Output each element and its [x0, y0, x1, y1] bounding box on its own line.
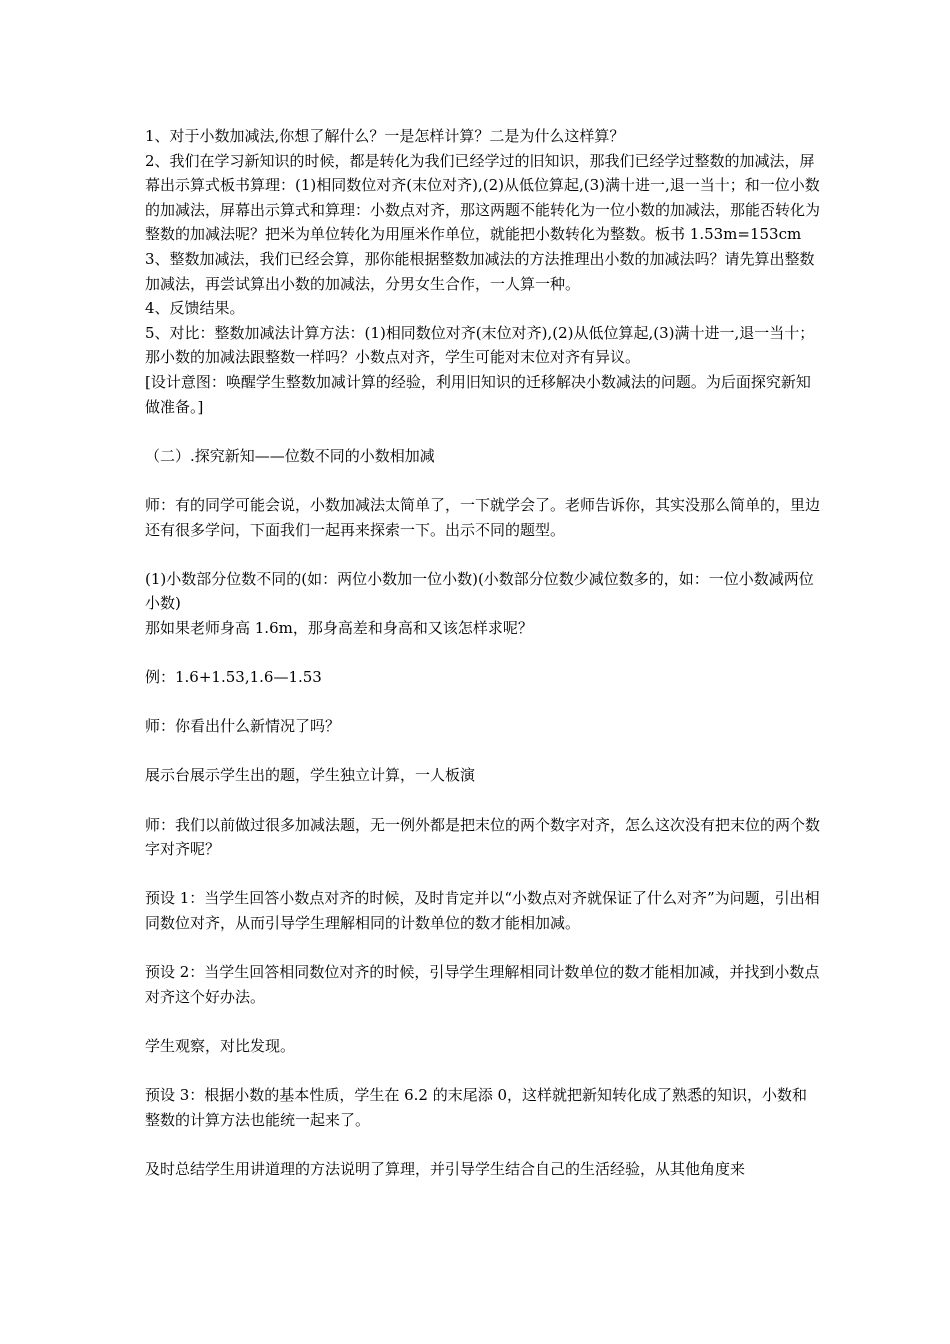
display-activity: 展示台展示学生出的题，学生独立计算，一人板演 [145, 766, 476, 785]
paragraph-3: 3、整数加减法，我们已经会算，那你能根据整数加减法的方法推理出小数的加减法吗？请先算出整数加减法，再尝试算出小数的加减法，分男女生合作，一人算一种。 [145, 249, 815, 293]
paragraph-2: 2、我们在学习新知识的时候，都是转化为我们已经学过的旧知识，那我们已经学过整数的加减法，屏幕出示算式板书算理：(1)相同数位对齐(末位对齐),(2)从低位算起,(3)满十进一,退一当十；和一位小数的加减法，屏幕出示算式和算理：小数点对齐，那这两题不能转化为一位小数的加减法，那能否转化为整数的加减法呢？把米为单位转化为用厘米作单位，就能把小数转化为整数。板书 1.53m=153cm [145, 151, 821, 244]
question-type-1: (1)小数部分位数不同的(如：两位小数加一位小数)(小数部分位数少减位数多的，如：一位小数减两位小数) [145, 569, 814, 613]
student-observation: 学生观察，对比发现。 [145, 1036, 296, 1055]
paragraph-4: 4、反馈结果。 [145, 299, 245, 318]
design-intent-note: [设计意图：唤醒学生整数加减计算的经验，利用旧知识的迁移解决小数减法的问题。为后面探究新知做准备。] [145, 372, 811, 416]
section-heading: （二）.探究新知——位数不同的小数相加减 [145, 446, 435, 465]
preset-1: 预设 1：当学生回答小数点对齐的时候，及时肯定并以“小数点对齐就保证了什么对齐”为问题，引出相同数位对齐，从而引导学生理解相同的计数单位的数才能相加减。 [145, 889, 820, 932]
paragraph-5: 5、对比：整数加减法计算方法：(1)相同数位对齐(末位对齐),(2)从低位算起,(3)满十进一,退一当十；那小数的加减法跟整数一样吗？小数点对齐，学生可能对末位对齐有异议。 [145, 323, 815, 367]
preset-2: 预设 2：当学生回答相同数位对齐的时候，引导学生理解相同计数单位的数才能相加减，并找到小数点对齐这个好办法。 [145, 963, 820, 1006]
teacher-alignment-question: 师：我们以前做过很多加减法题，无一例外都是把末位的两个数字对齐，怎么这次没有把末位的两个数字对齐呢？ [145, 815, 821, 859]
summary-paragraph: 及时总结学生用讲道理的方法说明了算理，并引导学生结合自己的生活经验，从其他角度来 [145, 1159, 746, 1178]
example: 例：1.6+1.53,1.6—1.53 [145, 668, 322, 687]
teacher-intro: 师：有的同学可能会说，小数加减法太简单了，一下就学会了。老师告诉你，其实没那么简单的，里边还有很多学问，下面我们一起再来探索一下。出示不同的题型。 [145, 495, 821, 539]
teacher-question: 师：你看出什么新情况了吗？ [145, 717, 341, 736]
document-body [145, 124, 820, 1182]
paragraph-1: 1、对于小数加减法,你想了解什么？一是怎样计算？二是为什么这样算？ [145, 127, 625, 145]
height-question: 那如果老师身高 1.6m，那身高差和身高和又该怎样求呢？ [145, 618, 533, 637]
preset-3: 预设 3：根据小数的基本性质，学生在 6.2 的末尾添 0，这样就把新知转化成了熟悉的知识，小数和整数的计算方法也能统一起来了。 [145, 1086, 808, 1129]
